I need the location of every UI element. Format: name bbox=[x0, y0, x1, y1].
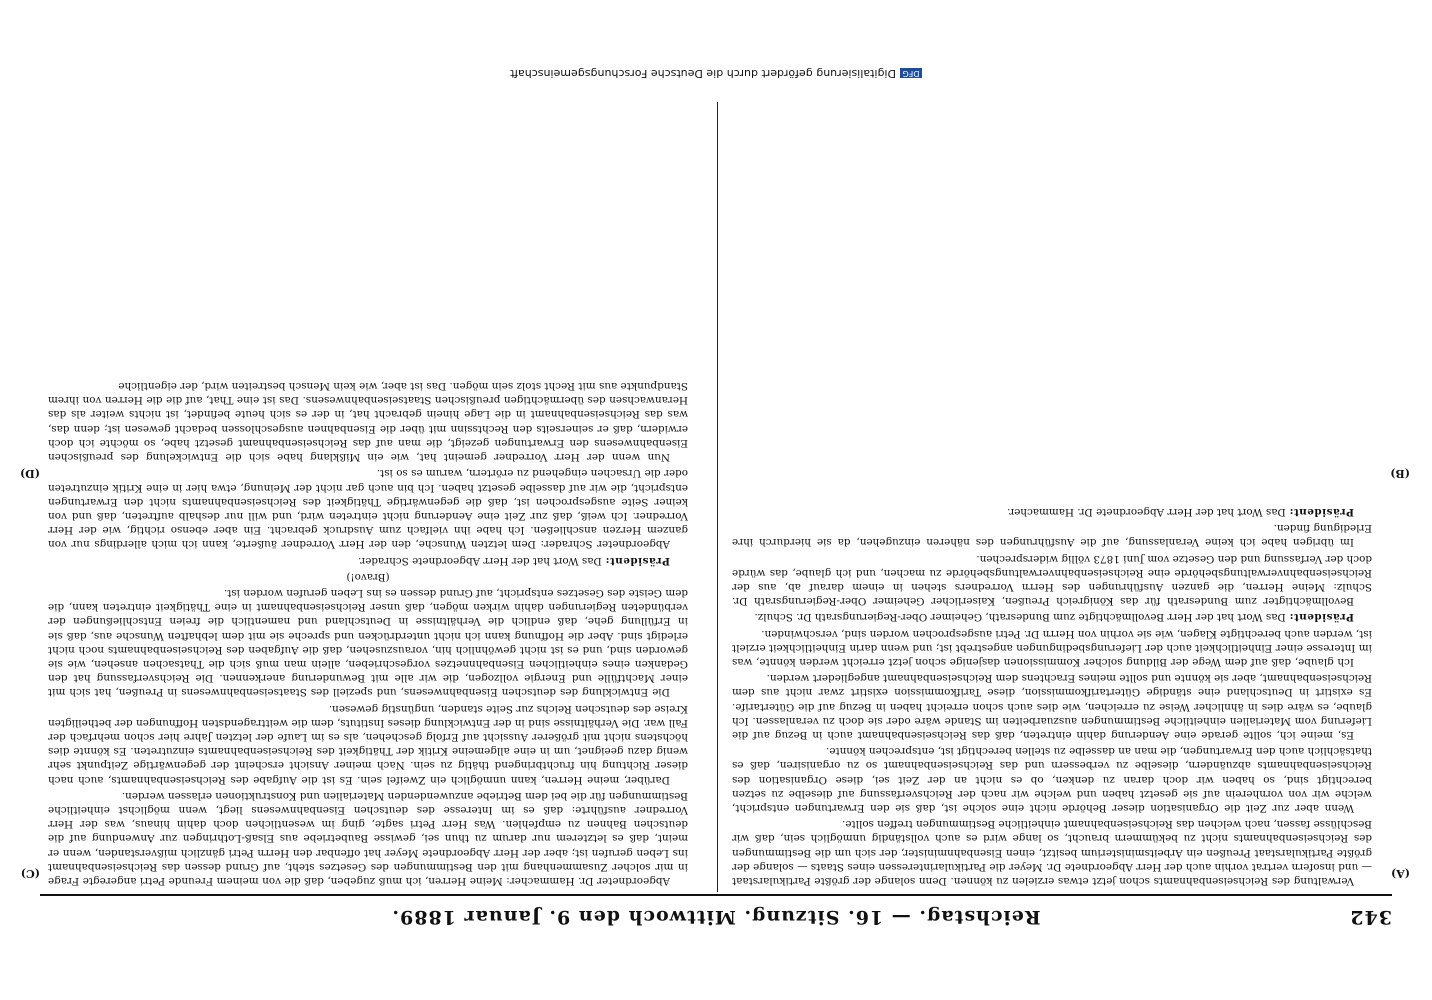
paragraph: Darüber, meine Herren, kann unmöglich ein Zweifel sein. Es ist die Aufgabe des Reichseisenbahnamts, auch nach dieser Richtung hin fruchtbringend thätig zu sein. Nach meiner Ansicht erscheint der gegenwärtige Zeitpunkt sehr wenig dazu geeignet, um in eine allgemeine Kritik der Thätigkeit des Reichseisenbahnamts einzutreten. Es könnte dies höchstens nicht mit größerer Aussicht auf Erfolg geschehen, als es im Laufe der letzten Jahre hier schon mehrfach der Fall war. Die Verhältnisse sind in der Entwicklung dieses Instituts, dem die weittragendsten Hoffnungen der betheiligten Kreise des deutschen Reichs zur Seite standen, ungünstig gewesen. bbox=[48, 702, 688, 786]
margin-marker-c: (C) bbox=[20, 867, 40, 880]
left-column bbox=[732, 98, 1372, 888]
speech-text: Das Wort hat der Herr Abgeordnete Schrader. bbox=[358, 554, 602, 567]
speech-turn bbox=[732, 610, 1372, 624]
column-divider bbox=[717, 102, 718, 892]
paragraph: Es, meine ich, sollte gerade eine Aenderung dahin eintreten, daß das Reichseisenbahnamt auch in Bezug auf die Lieferung vom Materialien einheitliche Bestimmungen auszuarbeiten im Stande wäre oder sie doch zu veranlassen. Ich glaube, es wäre dies in ähnlicher Weise zu erreichen, wie dies auch schon erreicht haben in Bezug auf die Gütertarife. Es existirt in Deutschland eine ständige Gütertarifkommission, diese Tarifkommission existirt zwar nicht aus dem Reichseisenbahnamt, aber sie könnte und sollte meines Erachtens dem Reichseisenbahnamt angegliedert werden. bbox=[732, 672, 1372, 741]
page-number: 342 bbox=[1349, 906, 1392, 928]
speaker-name: Präsident: bbox=[605, 554, 670, 567]
margin-marker-b: (B) bbox=[1390, 467, 1410, 480]
right-column bbox=[48, 98, 688, 888]
speech-text: Das Wort hat der Herr Bevollmächtigte zum Bundesrath, Geheimer Ober-Regierungsrath Dr. Schulz. bbox=[754, 611, 1286, 624]
paragraph: Bevollmächtigter zum Bundesrath für das Königreich Preußen, Kaiserlicher Geheimer Ober-Regierungsrath Dr. Schulz: Meine Herren, die ganzen Ausführungen des Herrn Vorredners stehen in einem darauf ab, aus der Reichseisenbahnverwaltungsbehörde eine Reichseisenbahnverwaltungsbehörde zu machen, und ich glaube, das würde doch der Verfassung und den Gesetze vom Juni 1873 völlig widersprechen. bbox=[732, 552, 1372, 608]
speaker-name: Präsident: bbox=[1289, 505, 1354, 518]
paragraph: Verwaltung des Reichseisenbahnamts schon jetzt etwas erzielen zu können. Denn solange der größte Partikularstaat — und insofern vertrat vorhin auch der Herr Abgeordnete Dr. Meyer die Partikularinteressen eines Staats — solange der größte Partikularstaat Preußen ein Arbeitsministerium besitzt, einen Eisenbahnminister, der sich um die Bestimmungen des Reichseisenbahnamts nicht zu bekümmern braucht, so lange wird es auch vollständig unmöglich sein, daß wir Beschlüsse fassen, nach welchen das Reichseisenbahnamt einheitliche Bestimmungen treffen sollte. bbox=[732, 818, 1372, 887]
speaker-name: Präsident: bbox=[1289, 611, 1354, 624]
header-rule bbox=[40, 894, 1392, 896]
margin-marker-d: (D) bbox=[20, 467, 40, 480]
speech-text: Das Wort hat der Herr Abgeordnete Dr. Hammacher. bbox=[1007, 505, 1286, 518]
paragraph: Im übrigen habe ich keine Veranlassung, auf die Ausführungen des näheren einzugehen, da sie hierdurch ihre Erledigung finden. bbox=[732, 522, 1372, 549]
digitization-credit: Digitalisierung gefördert durch die Deutsche Forschungsgemeinschaft bbox=[510, 67, 896, 80]
dfg-logo: DFG bbox=[900, 68, 922, 78]
speech-turn bbox=[732, 505, 1372, 519]
digitization-footer bbox=[0, 64, 1432, 80]
paragraph: Die Entwicklung des deutschen Eisenbahnwesens, und speziell des Staatseisenbahnwesens in Preußen, hat sich mit einer Machtfülle und Energie vollzogen, die wir alle mit Bewunderung anerkennen. Die Reichsverfassung hat den Gedanken eines einheitlichen Eisenbahnnetzes vorgeschrieben, allein man muß sich die Thatsachen ansehen, wie sie geworden sind, und es ist nicht gewöhnlich hin, vorauszusehen, daß die Aufgaben des Reichseisenbahnamts noch nicht erledigt sind. Aber die Hoffnung kann ich nicht unterdrücken und spreche sie mit dem lebhaften Wunsche aus, daß sie in Erfüllung gehe, daß endlich die Verhältnisse in Deutschland und namentlich die freien Entschließungen der verbündeten Regierungen dahin wirken mögen, daß unser Reichseisenbahnamt in eine Thätigkeit eintreten kann, die dem Geiste des Gesetzes entspricht, auf Grund dessen es ins Leben gerufen worden ist. bbox=[48, 586, 688, 699]
page-title: Reichstag. — 16. Sitzung. Mittwoch den 9. Januar 1889. bbox=[391, 906, 1041, 928]
margin-marker-a: (A) bbox=[1391, 867, 1410, 880]
applause-note: (Bravo!) bbox=[346, 570, 390, 583]
page-header bbox=[40, 900, 1392, 928]
paragraph: Ich glaube, daß auf dem Wege der Bildung solcher Kommissionen dasjenige schon jetzt erreicht werden könnte, was im Interesse einer Einheitlichkeit auch der Lieferungsbedingungen angestrebt ist; und wenn darin Einheitlichkeit erzielt ist, werden auch berechtigte Klagen, wie sie vorhin von Herrn Dr. Petri ausgesprochen worden sind, verschwinden. bbox=[732, 627, 1372, 668]
speech-turn bbox=[48, 553, 688, 567]
paragraph: Nun wenn der Herr Vorredner gemeint hat, wie ein Mißklang habe sich die Entwickelung des preußischen Eisenbahnwesens den Erwartungen gezeigt, die man auf das Reichseisenbahnamt gesetzt habe, so möchte ich doch erwidern, daß er seinerseits den Rechtssinn mit über die Eisenbahnen ausgeschlossen bedacht gewesen ist; denn das, was das Reichseisenbahnamt in die Lage hinein gebracht hat, in der es sich heute befindet, ist nichts weiter als das Heranwachsen des übermächtigen preußischen Staatseisenbahnwesens. Das ist eine That, auf die die Herren von ihrem Standpunkte aus mit Recht stolz sein mögen. Das ist aber, wie kein Mensch bestreiten wird, der eigentliche bbox=[48, 380, 688, 464]
paragraph: Wenn aber zur Zeit die Organisation dieser Behörde nicht eine solche ist, daß sie den Erwartungen entspricht, welche wir von vornherein auf sie gesetzt haben und welche wir nach der Reichsverfassung auf dieselbe zu setzen berechtigt sind, so haben wir doch daran zu denken, ob es nicht an der Zeit sei, diese Organisation des Reichseisenbahnamts abzuändern, dieselbe zu verbessern und das Reichseisenbahnamt so zu organisiren, daß es thatsächlich auch den Erwartungen, die man an dasselbe zu stellen berechtigt ist, entsprechen könnte. bbox=[732, 745, 1372, 814]
paragraph: Abgeordneter Dr. Hammacher: Meine Herren, ich muß zugeben, daß die von meinem Freunde Petri angeregte Frage in mir solcher Zusammenhang mit den Bestimmungen des Gesetzes steht, auf Grund dessen das Reichseisenbahnamt ins Leben gerufen ist; aber der Herr Abgeordnete Meyer hat offenbar den Herrn Petri gänzlich mißverstanden, wenn er meint, daß es letzterem nur darum zu thun sei, gewisse Baubetriebe aus Elsaß-Lothringen zur Anwendung auf die deutschen Bahnen zu empfehlen. Was Herr Petri sagte, ging im wesentlichen doch dahin hinaus, was der Herr Vorredner ausführte: daß es im Interesse des deutschen Eisenbahnwesens liegt, wenn möglichst einheitliche Bestimmungen für die bei dem Betriebe anzuwendenden Materialien und Konstruktionen erlassen werden. bbox=[48, 789, 688, 887]
paragraph: Abgeordneter Schrader: Dem letzten Wunsche, den der Herr Vorredner äußerte, kann ich mich allerdings nur von ganzem Herzen anschließen. Ich habe ihn vielfach zum Ausdruck gebracht. Ein aber ebenso richtig, wie der Herr Vorredner. Ich weiß, daß zur Zeit eine Aenderung nicht eintreten wird, und will nur deshalb auftreten, daß und von keiner Seite ausgesprochen ist, daß die gegenwärtige Thätigkeit des Reichseisenbahnamts nicht den Erwartungen entspricht, die wir auf dasselbe gesetzt haben. Ich bin auch gar nicht der Meinung, etwa hier in eine Kritik einzutreten oder die Ursachen eingehend zu erörtern, warum es so ist. bbox=[48, 467, 688, 551]
